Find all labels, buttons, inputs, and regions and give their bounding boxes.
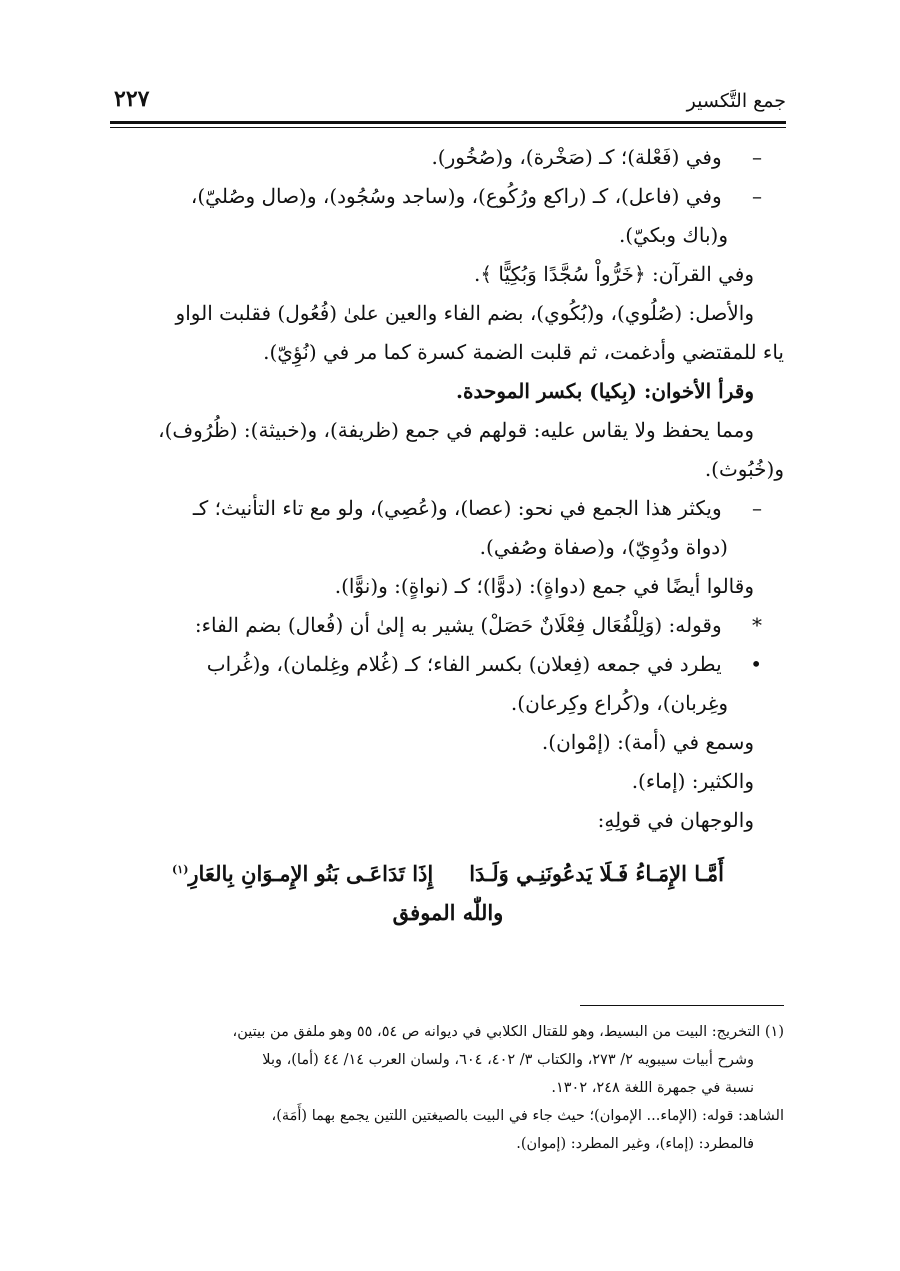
paragraph-3: وفي القرآن: ﴿خَرُّواْ سُجَّدًا وَبُكِيًّا ﴾. xyxy=(474,262,754,286)
page-number: ٢٢٧ xyxy=(114,86,150,112)
footnote-line: نسبة في جمهرة اللغة ٢٤٨، ١٣٠٢. xyxy=(551,1080,754,1096)
paragraph-text: و(خُبُوث). xyxy=(704,457,784,481)
running-title: جمع التَّكسير xyxy=(686,90,786,112)
paragraph-text: ياء للمقتضي وأدغمت، ثم قلبت الضمة كسرة كما مر في (نُؤِيّ). xyxy=(263,340,784,364)
main-text xyxy=(112,138,784,932)
paragraph-text: والأصل: (صُلُوي)، و(بُكُوي)، بضم الفاء والعين علىٰ (فُعُول) فقلبت الواو xyxy=(175,301,754,325)
paragraph-13: والوجهان في قولِهِ: xyxy=(597,808,754,832)
footnote-separator xyxy=(580,1005,784,1006)
paragraph-text: ويكثر هذا الجمع في نحو: (عصا)، و(عُصِي)، ولو مع تاء التأنيث؛ كـ xyxy=(192,496,722,520)
footnote-reference: (١) xyxy=(172,863,189,876)
footnote-line: وشرح أبيات سيبويه ٢/ ٢٧٣، والكتاب ٣/ ٤٠٢، ٦٠٤، ولسان العرب ١٤/ ٤٤ (أما)، وبلا xyxy=(262,1052,754,1068)
header-rule-thin xyxy=(110,127,786,128)
paragraph-12: والكثير: (إماء). xyxy=(631,769,754,793)
paragraph-text: وقوله: (وَلِلْفُعَال فِعْلَانٌ حَصَلْ) يشير به إلىٰ أن (فُعال) بضم الفاء: xyxy=(194,613,722,637)
poetry-verse xyxy=(112,850,784,893)
paragraph-1 xyxy=(112,138,784,177)
dash-marker: – xyxy=(752,496,762,520)
verse-hemistich-2: إِذَا تَدَاعَـى بَنُو الإِمـوَانِ بِالعَارِ xyxy=(188,861,434,886)
paragraph-text: (دواة ودُوِيّ)، و(صفاة وصُفي). xyxy=(479,535,728,559)
paragraph-text: وغِربان)، و(كُراع وكِرعان). xyxy=(510,691,728,715)
footnote-line: (١) التخريج: البيت من البسيط، وهو للقتال الكلابي في ديوانه ص ٥٤، ٥٥ وهو ملفق من بيتين، xyxy=(232,1024,784,1040)
paragraph-11: وسمع في (أمة): (إمْوان). xyxy=(541,730,754,754)
paragraph-10 xyxy=(112,645,784,723)
paragraph-text: و(باك وبكيّ). xyxy=(618,223,728,247)
paragraph-4 xyxy=(112,294,784,372)
paragraph-text: وفي (فاعل)، كـ (راكع ورُكُوع)، و(ساجد وسُجُود)، و(صال وصُليّ)، xyxy=(190,184,722,208)
bullet-marker: • xyxy=(750,652,762,676)
verse-hemistich-1: أَمَّـا الإِمَـاءُ فَـلَا يَدعُونَنِـي وَلَـدَا xyxy=(469,861,724,886)
dash-marker: – xyxy=(752,184,762,208)
paragraph-6 xyxy=(112,411,784,489)
footnotes xyxy=(112,1018,784,1158)
footnote-line: فالمطرد: (إماء)، وغير المطرد: (إموان). xyxy=(516,1136,754,1152)
header-rule-thick xyxy=(110,121,786,124)
paragraph-text: ومما يحفظ ولا يقاس عليه: قولهم في جمع (ظريفة)، و(خبيثة): (ظُرُوف)، xyxy=(158,418,754,442)
paragraph-8: وقالوا أيضًا في جمع (دواةٍ): (دوًّا)؛ كـ (نواةٍ): و(نوًّا). xyxy=(334,574,754,598)
closing-formula: واللّٰه الموفق xyxy=(392,900,504,925)
asterisk-marker: * xyxy=(752,613,762,637)
paragraph-text: وفي (فَعْلة)؛ كـ (صَخْرة)، و(صُخُور). xyxy=(431,145,722,169)
dash-marker: – xyxy=(752,145,762,169)
paragraph-7 xyxy=(112,489,784,567)
footnote-line: الشاهد: قوله: (الإماء... الإموان)؛ حيث جاء في البيت بالصيغتين اللتين يجمع بهما (أَمَة)، xyxy=(271,1108,784,1124)
paragraph-9 xyxy=(112,606,784,645)
paragraph-5: وقرأ الأخوان: (بِكيا) بكسر الموحدة. xyxy=(456,379,754,403)
paragraph-text: يطرد في جمعه (فِعلان) بكسر الفاء؛ كـ (غُلام وغِلمان)، و(غُراب xyxy=(206,652,722,676)
paragraph-2 xyxy=(112,177,784,255)
page-header xyxy=(110,86,786,116)
